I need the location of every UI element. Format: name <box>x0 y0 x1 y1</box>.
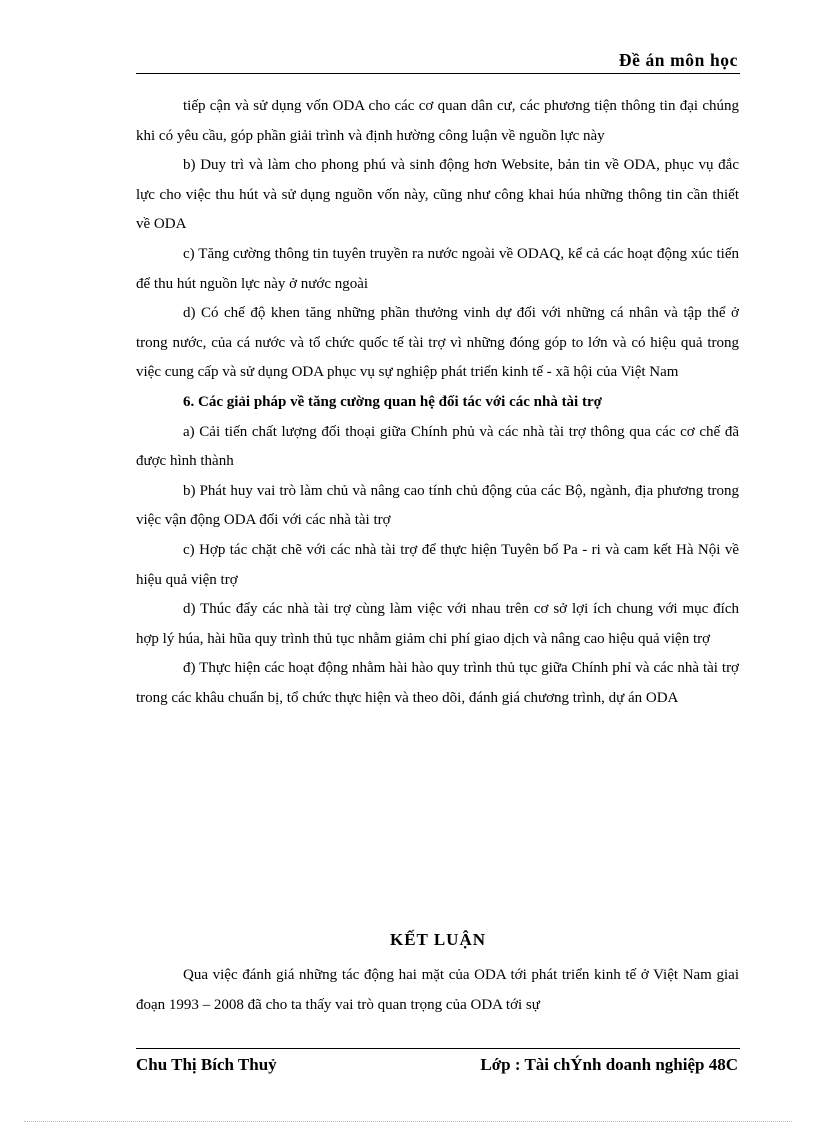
footer-author: Chu Thị Bích Thuỷ <box>136 1055 277 1074</box>
header-title: Đề án môn học <box>618 50 738 70</box>
paragraph: a) Cải tiến chất lượng đối thoại giữa Chính phủ và các nhà tài trợ thông qua các cơ chế đã được hình thành <box>136 423 739 470</box>
body-text <box>136 92 739 713</box>
footer-rule <box>136 1048 740 1049</box>
paragraph: d) Thúc đẩy các nhà tài trợ cùng làm việc với nhau trên cơ sở lợi ích chung với mục đích hợp lý húa, hài hũa quy trình thủ tục nhằm giảm chi phí giao dịch và nâng cao hiệu quả viện trợ <box>136 601 739 647</box>
paragraph: c) Tăng cường thông tin tuyên truyền ra nước ngoài về ODAQ, kể cả các hoạt động xúc tiến để thu hút nguồn lực này ở nước ngoài <box>136 245 739 292</box>
paragraph: đ) Thực hiện các hoạt động nhằm hài hào quy trình thủ tục giữa Chính phỉ và các nhà tài trợ trong các khâu chuẩn bị, tổ chức thực hiện và theo dõi, đánh giá chương trình, dự án ODA <box>136 660 739 706</box>
paragraph: b) Phát huy vai trò làm chủ và nâng cao tính chủ động của các Bộ, ngành, địa phương trong việc vận động ODA đối với các nhà tài trợ <box>136 482 739 529</box>
paragraph: b) Duy trì và làm cho phong phú và sinh động hơn Website, bản tin về ODA, phục vụ đắc lực cho việc thu hút và sử dụng nguồn vốn này, cũng như công khai húa những thông tin cần thiết về ODA <box>136 157 739 233</box>
paragraph: c) Hợp tác chặt chẽ với các nhà tài trợ để thực hiện Tuyên bố Pa - ri và cam kết Hà Nội về hiệu quả viện trợ <box>136 541 739 588</box>
paragraph: d) Có chế độ khen tăng những phần thưởng vinh dự đối với những cá nhân và tập thể ở trong nước, của cá nước và tổ chức quốc tế tài trợ vì những đóng góp to lớn và có hiệu quả trong việc cung cấp và sử dụng ODA phục vụ sự nghiệp phát triển kinh tế - xã hội của Việt Nam <box>136 305 739 381</box>
paragraph: tiếp cận và sử dụng vốn ODA cho các cơ quan dân cư, các phương tiện thông tin đại chúng khi có yêu cầu, góp phần giải trình và định hường công luận về nguồn lực này <box>136 98 739 144</box>
header-rule <box>136 73 740 74</box>
page-edge-divider <box>24 1121 792 1122</box>
paragraph: Qua việc đánh giá những tác động hai mặt của ODA tới phát triển kinh tế ở Việt Nam giai đoạn 1993 – 2008 đã cho ta thấy vai trò quan trọng của ODA tới sự <box>136 967 739 1013</box>
section-heading: 6. Các giải pháp về tăng cường quan hệ đối tác với các nhà tài trợ <box>183 393 602 410</box>
footer-class-info: Lớp : Tài chÝnh doanh nghiệp 48C <box>480 1055 738 1074</box>
conclusion-text <box>136 961 739 1020</box>
conclusion-title: KẾT LUẬN <box>389 930 486 949</box>
